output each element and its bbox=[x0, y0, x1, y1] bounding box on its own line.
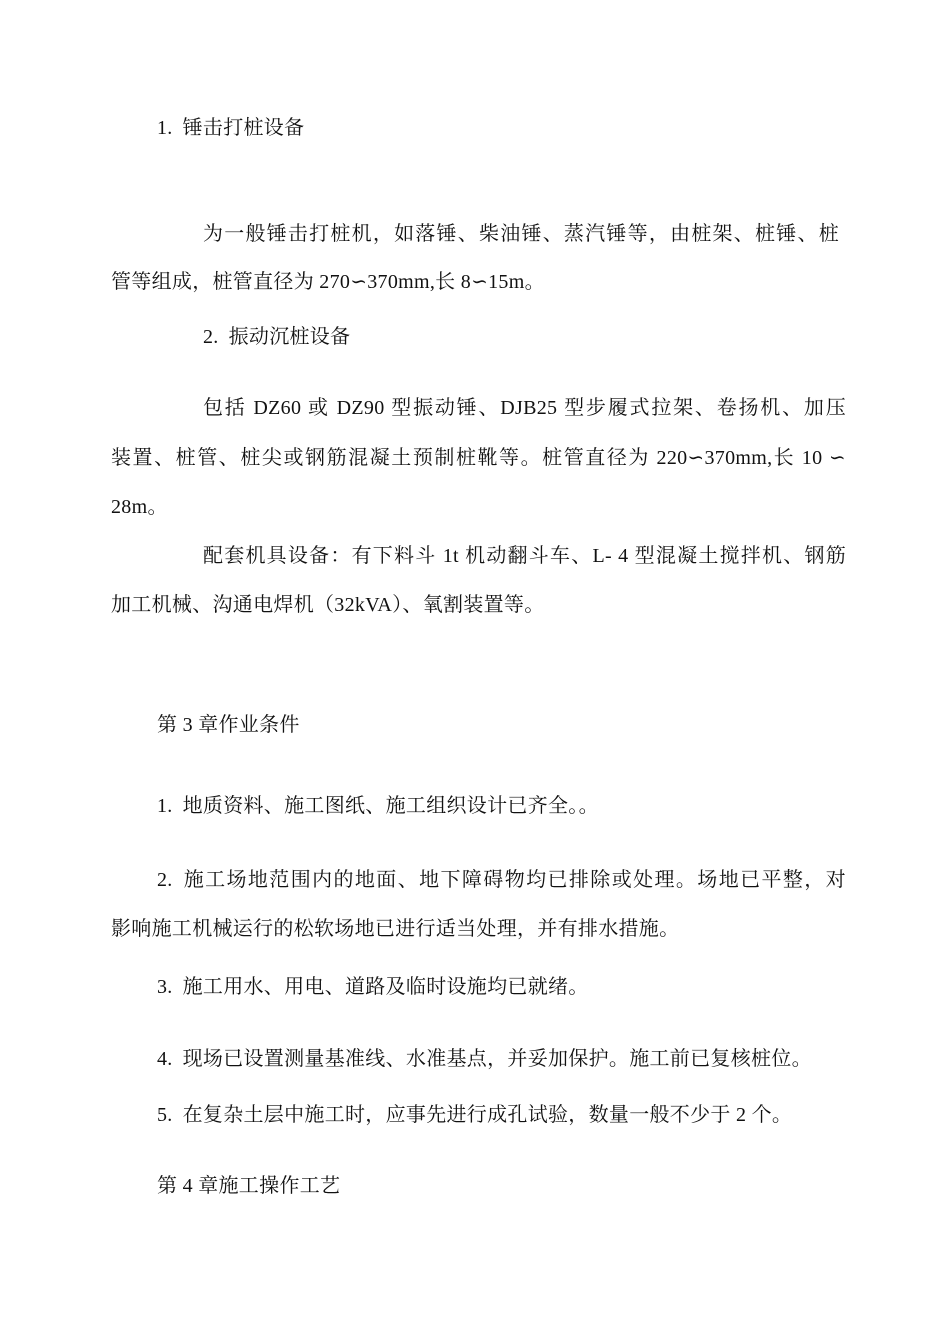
list-number: 1. bbox=[157, 795, 173, 817]
list-text: 现场已设置测量基准线、水准基点，并妥加保护。施工前已复核桩位。 bbox=[182, 1048, 812, 1070]
list-text: 在复杂土层中施工时，应事先进行成孔试验，数量一般不少于 2 个。 bbox=[182, 1104, 793, 1126]
paragraph-line: 为一般锤击打桩机，如落锤、柴油锤、蒸汽锤等，由桩架、桩锤、桩 bbox=[203, 223, 839, 245]
section-number: 1. bbox=[157, 117, 173, 139]
list-number: 3. bbox=[157, 976, 173, 998]
list-number: 4. bbox=[157, 1048, 173, 1070]
paragraph-line: 配套机具设备：有下料斗 1t 机动翻斗车、L- 4 型混凝土搅拌机、钢筋 bbox=[203, 545, 846, 567]
section-title: 锤击打桩设备 bbox=[182, 117, 305, 139]
list-item-continuation: 影响施工机械运行的松软场地已进行适当处理，并有排水措施。 bbox=[111, 918, 680, 940]
paragraph-line: 加工机械、沟通电焊机（32kVA）、氧割装置等。 bbox=[111, 594, 545, 616]
paragraph-line: 包括 DZ60 或 DZ90 型振动锤、DJB25 型步履式拉架、卷扬机、加压 bbox=[203, 397, 846, 419]
list-text: 施工场地范围内的地面、地下障碍物均已排除或处理。场地已平整，对 bbox=[182, 869, 846, 891]
list-item bbox=[157, 1045, 812, 1073]
list-text: 地质资料、施工图纸、施工组织设计已齐全。。 bbox=[182, 795, 599, 817]
section-title: 振动沉桩设备 bbox=[228, 326, 351, 348]
list-number: 5. bbox=[157, 1104, 173, 1126]
paragraph-line: 装置、桩管、桩尖或钢筋混凝土预制桩靴等。桩管直径为 220∽370mm,长 10 ∽ bbox=[111, 447, 846, 469]
section-heading-hammer-piling bbox=[157, 114, 304, 142]
chapter-heading: 第 3 章作业条件 bbox=[157, 714, 300, 736]
section-heading-vibratory-piling bbox=[203, 323, 350, 351]
list-item bbox=[157, 973, 589, 1001]
list-item bbox=[157, 1101, 792, 1129]
paragraph-line: 管等组成，桩管直径为 270∽370mm,长 8∽15m。 bbox=[111, 271, 545, 293]
list-item bbox=[157, 866, 846, 894]
list-number: 2. bbox=[157, 869, 173, 891]
section-number: 2. bbox=[203, 326, 219, 348]
paragraph-line: 28m。 bbox=[111, 496, 168, 518]
list-text: 施工用水、用电、道路及临时设施均已就绪。 bbox=[182, 976, 589, 998]
list-item bbox=[157, 792, 599, 820]
chapter-heading: 第 4 章施工操作工艺 bbox=[157, 1175, 341, 1197]
